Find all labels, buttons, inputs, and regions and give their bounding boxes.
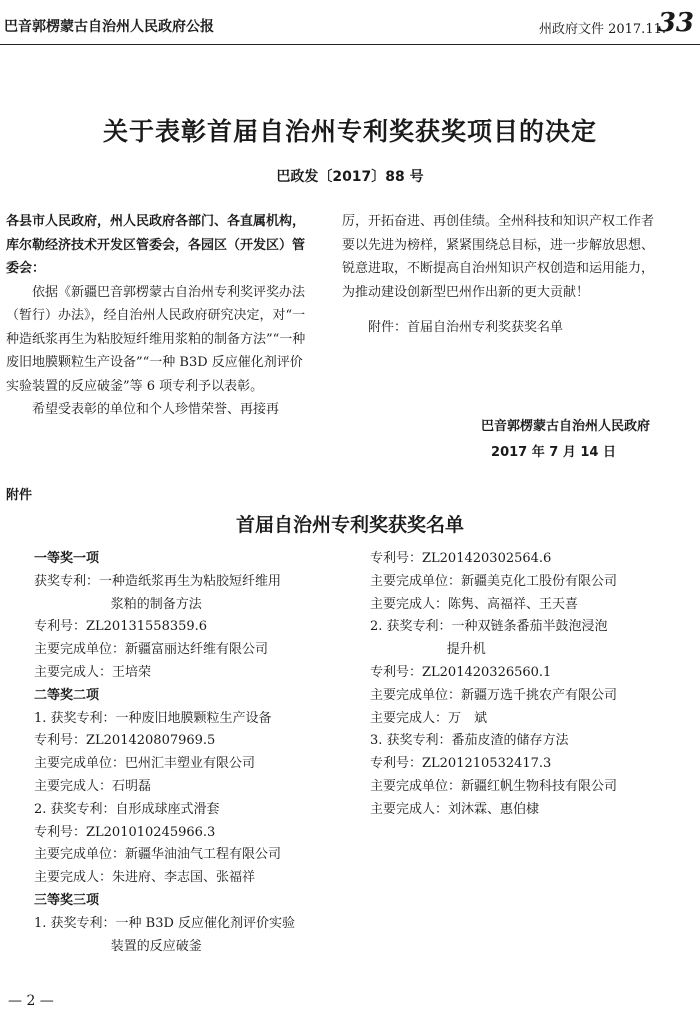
award-list-left bbox=[34, 548, 354, 958]
second-prize-heading: 二等奖二项 bbox=[34, 687, 100, 703]
decision-left-column bbox=[6, 210, 314, 422]
list-item: 2. 获奖专利：一种双链条番茄半鼓泡浸泡 bbox=[370, 619, 608, 635]
page-number: — 2 — bbox=[8, 993, 54, 1009]
list-item: 3. 获奖专利：番茄皮渣的储存方法 bbox=[370, 733, 569, 749]
first-prize-heading: 一等奖一项 bbox=[34, 551, 100, 566]
list-item: 主要完成人：石明磊 bbox=[34, 778, 152, 794]
decision-paragraph-1: 依据《新疆巴音郭楞蒙古自治州专利奖评奖办法（暂行）办法》，经自治州人民政府研究决定，对“一种造纸浆再生为粘胶短纤维用浆粕的制备方法”“一种废旧地膜颗粒生产设备”“一种 B3D 反应催化剂评价实验装置的反应破釜”等 6 项专利予以表彰。 bbox=[6, 284, 306, 394]
list-item: 主要完成人：朱进府、李志国、张福祥 bbox=[34, 870, 256, 886]
attachment-note: 附件：首届自治州专利奖获奖名单 bbox=[368, 320, 564, 335]
list-item: 主要完成单位：新疆万选千挑农产有限公司 bbox=[370, 687, 618, 703]
addressees: 各县市人民政府，州人民政府各部门、各直属机构，库尔勒经济技术开发区管委会，各园区（开发区）管委会： bbox=[6, 214, 306, 276]
list-item: 提升机 bbox=[446, 642, 486, 658]
list-item: 专利号：ZL201420302564.6 bbox=[370, 551, 552, 566]
header-rule bbox=[0, 44, 700, 45]
list-item: 主要完成人：刘沐霖、惠伯棣 bbox=[370, 801, 540, 817]
list-item: 专利号：ZL201420807969.5 bbox=[34, 733, 216, 749]
list-item: 主要完成单位：巴州汇丰塑业有限公司 bbox=[34, 756, 256, 772]
list-item: 专利号：ZL20131558359.6 bbox=[34, 619, 208, 635]
document-title: 关于表彰首届自治州专利奖获奖项目的决定 bbox=[102, 117, 597, 146]
header-publication: 巴音郭楞蒙古自治州人民政府公报 bbox=[4, 19, 214, 35]
document-number: 巴政发〔2017〕88 号 bbox=[276, 169, 424, 185]
list-item: 装置的反应破釜 bbox=[110, 938, 202, 954]
list-item: 浆粕的制备方法 bbox=[110, 596, 202, 612]
decision-paragraph-2-end: 厉，开拓奋进、再创佳绩。全州科技和知识产权工作者要以先进为榜样，紧紧围绕总目标，进一步解放思想、锐意进取，不断提高自治州知识产权创造和运用能力，为推动建设创新型巴州作出新的更大贡献！ bbox=[342, 214, 655, 300]
list-item: 主要完成人：陈隽、高福祥、王天喜 bbox=[370, 596, 579, 612]
decision-paragraph-2-start: 希望受表彰的单位和个人珍惜荣誉、再接再 bbox=[32, 402, 280, 417]
award-list-right bbox=[370, 548, 690, 822]
list-item: 专利号：ZL201420326560.1 bbox=[370, 664, 552, 680]
list-item: 1. 获奖专利：一种废旧地膜颗粒生产设备 bbox=[34, 710, 272, 726]
list-item: 主要完成单位：新疆富丽达纤维有限公司 bbox=[34, 642, 269, 658]
list-item: 主要完成单位：新疆红帆生物科技有限公司 bbox=[370, 778, 618, 794]
list-item: 主要完成人：王培荣 bbox=[34, 664, 152, 680]
list-item: 获奖专利：一种造纸浆再生为粘胶短纤维用 bbox=[34, 573, 282, 589]
list-item: 1. 获奖专利：一种 B3D 反应催化剂评价实验 bbox=[34, 915, 296, 931]
header-page-mark: 33 bbox=[657, 8, 694, 38]
annex-title: 首届自治州专利奖获奖名单 bbox=[235, 514, 464, 536]
signature-date: 2017 年 7 月 14 日 bbox=[491, 445, 616, 460]
header-section-date: 州政府文件 2017.11. bbox=[538, 22, 666, 37]
list-item: 专利号：ZL201010245966.3 bbox=[34, 824, 216, 840]
annex-label: 附件 bbox=[6, 488, 33, 503]
decision-right-column bbox=[342, 210, 658, 340]
signature-organization: 巴音郭楞蒙古自治州人民政府 bbox=[480, 419, 650, 434]
list-item: 2. 获奖专利：自形成球座式滑套 bbox=[34, 801, 220, 817]
third-prize-heading: 三等奖三项 bbox=[34, 892, 100, 908]
list-item: 主要完成单位：新疆华油油气工程有限公司 bbox=[34, 847, 282, 863]
list-item: 主要完成单位：新疆美克化工股份有限公司 bbox=[370, 573, 618, 589]
list-item: 主要完成人：万 斌 bbox=[370, 710, 488, 726]
list-item: 专利号：ZL201210532417.3 bbox=[370, 756, 552, 772]
